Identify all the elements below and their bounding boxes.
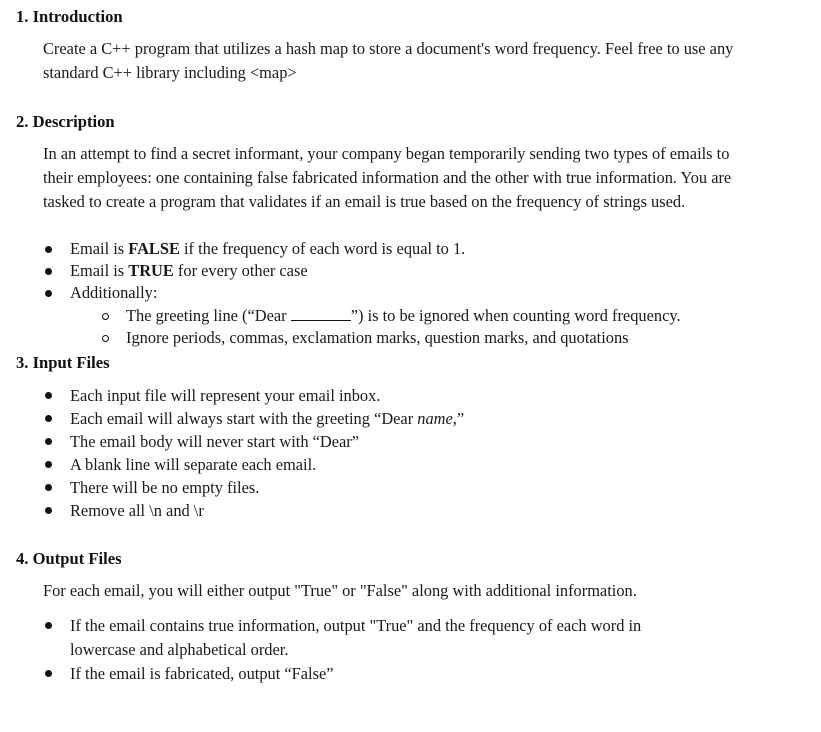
input-files-heading: 3. Input Files [16, 353, 110, 372]
list-item [43, 453, 464, 476]
bullet-icon [45, 670, 52, 677]
bullet-icon [45, 268, 52, 275]
list-item [43, 407, 464, 430]
list-item [43, 614, 641, 662]
bullet-text: The email body will never start with “Dear” [70, 432, 360, 451]
bullet-icon [45, 461, 52, 468]
bullet-icon [45, 438, 52, 445]
list-item [43, 282, 465, 304]
list-item [99, 327, 681, 349]
list-item [43, 476, 464, 499]
bullet-text: ,” [452, 409, 465, 428]
hollow-bullet-icon [102, 335, 109, 342]
output-files-heading: 4. Output Files [16, 549, 122, 568]
bullet-text: lowercase and alphabetical order. [70, 640, 289, 659]
bullet-icon [45, 415, 52, 422]
bullet-text: Each input file will represent your email inbox. [70, 386, 381, 405]
bullet-icon [45, 290, 52, 297]
intro-paragraph: Create a C++ program that utilizes a hash map to store a document's word frequency. Feel free to use any standard C++ library including <map> [43, 39, 734, 82]
intro-heading: 1. Introduction [16, 7, 123, 26]
bullet-bold-text: TRUE [128, 261, 174, 280]
output-bullets [43, 614, 641, 686]
bullet-text: A blank line will separate each email. [70, 455, 317, 474]
list-item [99, 305, 681, 327]
subbullet-text: ”) is to be ignored when counting word frequency. [350, 306, 681, 325]
bullet-icon [45, 246, 52, 253]
description-paragraph: In an attempt to find a secret informant, your company began temporarily sending two types of emails to their employees: one containing false fabricated information and the other with true information. You are tasked to create a program that validates if an email is true based on the frequency of strings used. [43, 144, 732, 211]
list-item [43, 238, 465, 260]
description-bullets [43, 238, 465, 304]
bullet-bold-text: FALSE [128, 239, 180, 258]
input-bullets [43, 384, 464, 522]
bullet-text: If the email is fabricated, output “False” [70, 664, 334, 683]
subbullet-text: The greeting line (“Dear [126, 306, 291, 325]
bullet-text: There will be no empty files. [70, 478, 260, 497]
blank-line [291, 306, 351, 321]
bullet-text: for every other case [173, 261, 308, 280]
bullet-text: Remove all \n and \r [70, 501, 204, 520]
bullet-text: Additionally: [70, 283, 158, 302]
bullet-italic-text: name [417, 409, 453, 428]
bullet-icon [45, 392, 52, 399]
bullet-text: If the email contains true information, output "True" and the frequency of each word in [70, 616, 642, 635]
bullet-text: Email is [70, 239, 129, 258]
list-item [43, 499, 464, 522]
list-item [43, 430, 464, 453]
subbullet-text: Ignore periods, commas, exclamation marks, question marks, and quotations [126, 328, 629, 347]
bullet-text: Each email will always start with the greeting “Dear [70, 409, 418, 428]
hollow-bullet-icon [102, 313, 109, 320]
list-item [43, 260, 465, 282]
bullet-icon [45, 484, 52, 491]
bullet-text: if the frequency of each word is equal to 1. [179, 239, 466, 258]
output-paragraph: For each email, you will either output "True" or "False" along with additional information. [43, 581, 637, 600]
list-item [43, 662, 641, 686]
bullet-text: Email is [70, 261, 129, 280]
bullet-icon [45, 507, 52, 514]
bullet-icon [45, 622, 52, 629]
description-heading: 2. Description [16, 112, 115, 131]
description-subbullets [99, 305, 681, 349]
list-item [43, 384, 464, 407]
